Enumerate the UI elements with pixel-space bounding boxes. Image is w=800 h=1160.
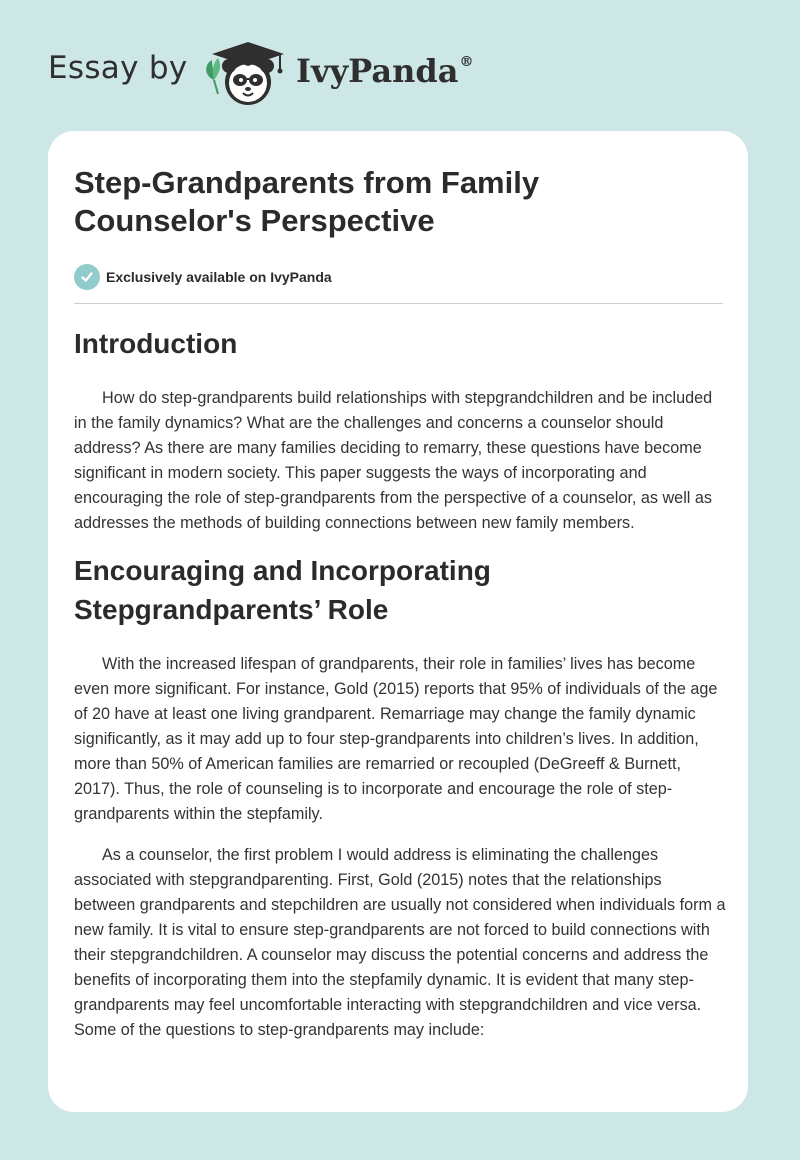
exclusive-badge <box>74 264 332 290</box>
site-header <box>0 0 800 130</box>
brand-name: IvyPanda <box>296 52 459 90</box>
brand-logo[interactable] <box>296 52 473 90</box>
section-heading-introduction: Introduction <box>74 328 238 359</box>
essay-by-label: Essay by <box>48 50 188 86</box>
paragraph-counselor: As a counselor, the first problem I would address is eliminating the challenges associated with stepgrandparenting. First, Gold (2015) notes that the relationships between grandparents and stepchildren are usually not considered when individuals form a new family. It is vital to ensure step-grandparents are not forced to build connections with their stepgrandchildren. A counselor may discuss the potential concerns and address the benefits of incorporating them into the stepfamily dynamic. It is evident that many step-grandparents may feel uncomfortable interacting with stepgrandchildren and vice versa. Some of the questions to step-grandparents may include: <box>74 846 726 1039</box>
badge-text: Exclusively available on IvyPanda <box>106 269 332 285</box>
registered-mark: ® <box>459 54 474 70</box>
check-icon <box>74 264 100 290</box>
essay-title: Step-Grandparents from Family Counselor's Perspective <box>74 165 540 238</box>
divider <box>74 303 723 304</box>
paragraph-introduction: How do step-grandparents build relationships with stepgrandchildren and be included in the family dynamics? What are the challenges and concerns a counselor should address? As there are many families deciding to remarry, these questions have become significant in modern society. This paper suggests the ways of incorporating and encouraging the role of step-grandparents from the perspective of a counselor, as well as addresses the methods of building connections between new family members. <box>74 389 713 532</box>
paragraph-lifespan: With the increased lifespan of grandparents, their role in families’ lives has become even more significant. For instance, Gold (2015) reports that 95% of individuals of the age of 20 have at least one living grandparent. Remarriage may change the family dynamic significantly, as it may add up to four step-grandparents into children’s lives. In addition, more than 50% of American families are remarried or recoupled (DeGreeff & Burnett, 2017). Thus, the role of counseling is to incorporate and encourage the role of step-grandparents within the stepfamily. <box>74 655 718 823</box>
section-heading-encouraging: Encouraging and Incorporating Stepgrandparents’ Role <box>74 555 491 625</box>
essay-card <box>48 131 748 1112</box>
panda-logo-icon[interactable] <box>200 36 292 108</box>
